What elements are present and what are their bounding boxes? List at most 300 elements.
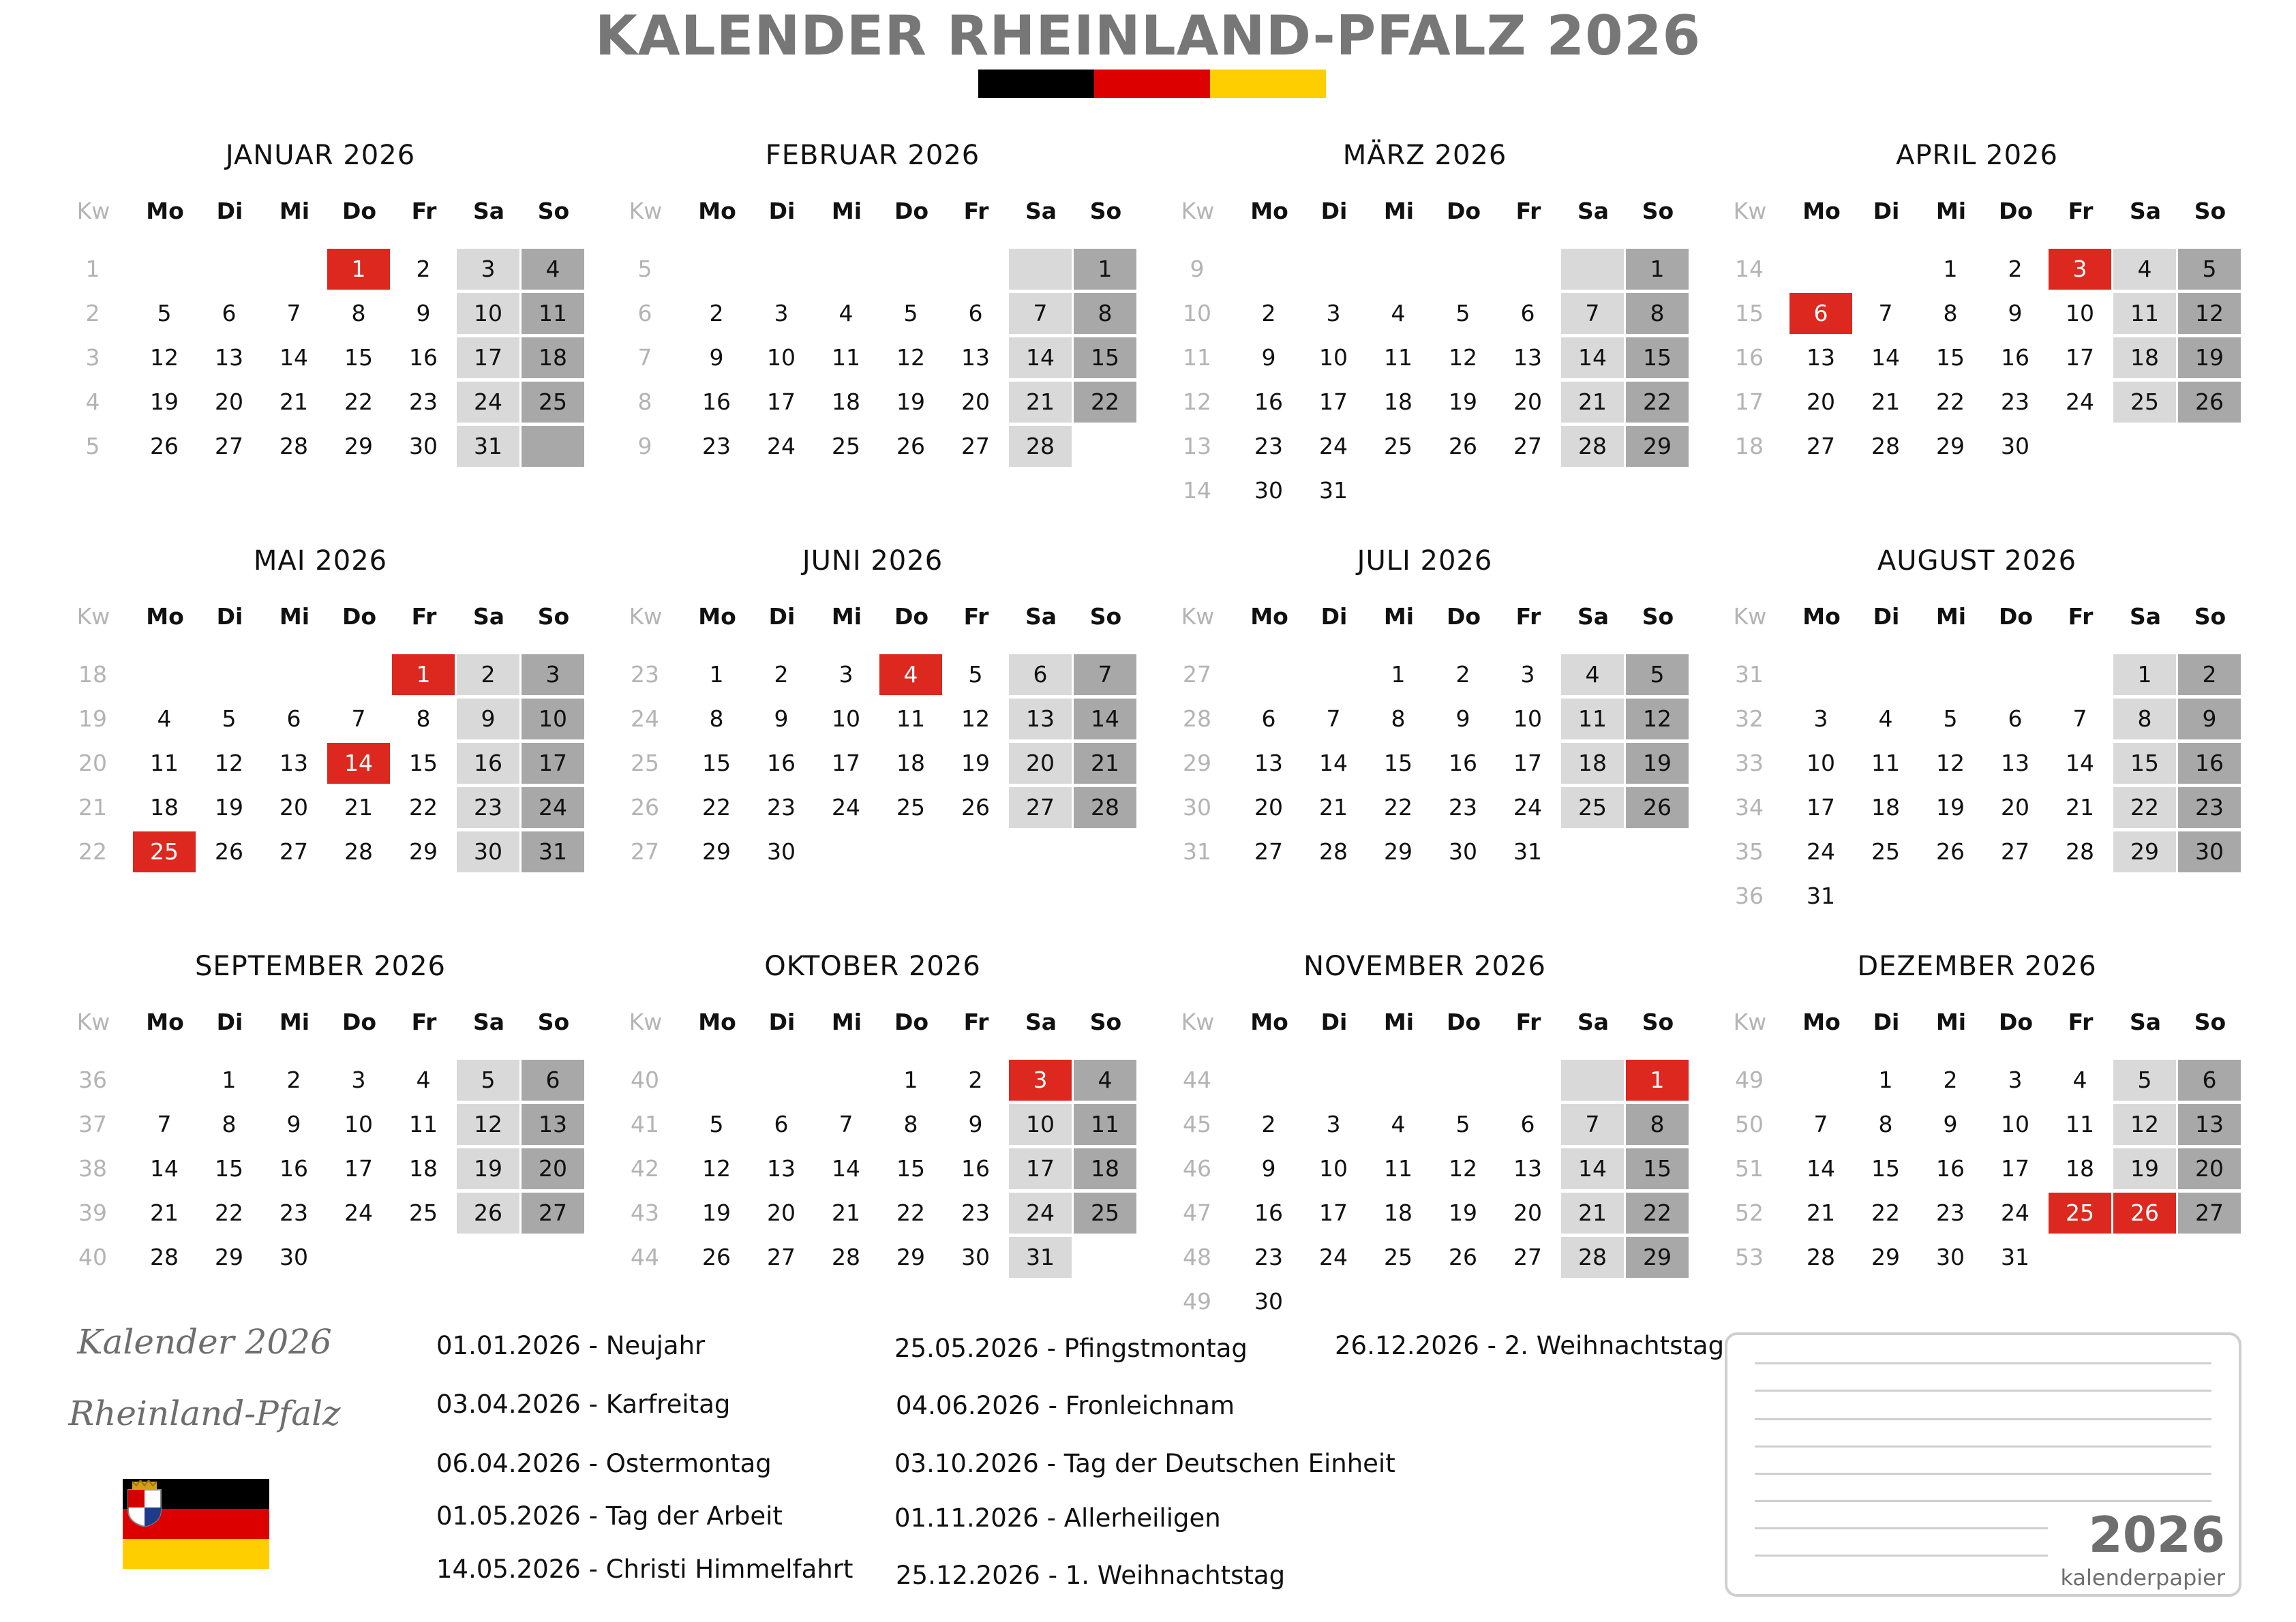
day-cell: 12 [961,705,990,732]
day-cell: 7 [351,705,366,732]
week-number: 22 [78,838,107,865]
day-cell: 5 [1626,654,1689,695]
day-cell: 4 [879,654,942,695]
month-title: MÄRZ 2026 [1342,140,1507,171]
day-cell: 13 [280,750,308,776]
weekday-header: Mi [831,603,862,630]
week-number-header: Kw [76,198,110,224]
day-cell: 30 [2178,831,2241,872]
month-grid [614,1009,1132,1336]
day-cell: 20 [1807,388,1835,415]
day-cell: 8 [1074,293,1136,334]
day-cell: 7 [1326,705,1341,732]
day-cell: 9 [2178,699,2241,739]
month-title: NOVEMBER 2026 [1303,951,1546,982]
note-line [1755,1527,2048,1529]
day-cell: 7 [1074,654,1136,695]
day-cell: 9 [709,344,724,371]
day-cell: 6 [774,1111,789,1137]
day-cell: 21 [1807,1199,1835,1226]
weekday-header: So [1089,603,1122,630]
day-cell: 9 [1261,1155,1276,1182]
day-cell: 15 [215,1155,243,1182]
week-number: 15 [1735,300,1764,326]
day-cell: 25 [2049,1193,2111,1234]
month-grid [1166,603,1684,930]
week-number: 49 [1183,1288,1211,1315]
day-cell: 2 [2008,256,2023,282]
week-number: 40 [631,1067,659,1093]
day-cell: 15 [1871,1155,1900,1182]
day-cell: 15 [1384,750,1413,776]
day-cell: 14 [327,743,390,784]
day-cell: 26 [1626,787,1689,828]
month-title: FEBRUAR 2026 [765,140,980,171]
weekday-header: Mo [1250,198,1288,224]
day-cell: 2 [1261,300,1276,326]
day-cell: 1 [1391,661,1406,688]
weekday-header: Sa [1025,603,1057,630]
weekday-header: Fr [963,198,989,224]
month-grid [61,198,579,525]
day-cell: 3 [2049,249,2111,290]
week-number: 45 [1183,1111,1211,1137]
week-number-header: Kw [1733,1009,1767,1035]
day-cell: 18 [522,337,584,378]
day-cell: 27 [2178,1193,2241,1234]
day-cell: 6 [1261,705,1276,732]
day-cell: 17 [2001,1155,2029,1182]
weekday-header: So [1642,198,1674,224]
day-cell: 13 [1254,750,1283,776]
day-cell: 22 [1871,1199,1900,1226]
day-cell: 23 [2001,388,2029,415]
day-cell: 3 [522,654,584,695]
weekday-header: Mi [1935,603,1967,630]
brand-name: kalenderpapier [2060,1565,2225,1591]
day-cell: 2 [1455,661,1470,688]
day-cell: 22 [215,1199,243,1226]
day-cell: 11 [2113,293,2176,334]
day-cell: 12 [215,750,243,776]
day-cell: 24 [832,794,860,821]
weekday-header: So [537,198,570,224]
day-cell: 13 [1807,344,1835,371]
day-cell: 7 [2072,705,2087,732]
day-cell: 28 [1561,1237,1624,1278]
brand-year: 2026 [2088,1506,2225,1563]
weekday-header: Do [342,1009,377,1035]
day-cell: 1 [1878,1067,1893,1093]
week-number: 44 [1183,1067,1211,1093]
day-cell: 28 [344,838,373,865]
weekday-header: Do [342,603,377,630]
day-cell: 20 [2178,1148,2241,1189]
weekday-header: Do [1446,1009,1481,1035]
week-number: 36 [1735,883,1764,909]
month-title: OKTOBER 2026 [764,951,981,982]
day-cell: 23 [457,787,519,828]
week-number: 39 [78,1199,107,1226]
holiday-entry: 01.01.2026 - Neujahr [436,1331,706,1360]
weekday-header: Do [1998,603,2034,630]
day-cell: 5 [222,705,237,732]
day-cell: 31 [1009,1237,1072,1278]
week-number: 34 [1735,794,1764,821]
day-cell: 29 [2113,831,2176,872]
day-cell: 24 [2066,388,2094,415]
week-number-header: Kw [1181,603,1215,630]
weekday-header: Fr [2068,603,2094,630]
day-cell: 3 [1520,661,1535,688]
day-cell: 20 [2001,794,2029,821]
day-cell: 23 [961,1199,990,1226]
week-number: 14 [1735,256,1764,282]
weekday-header: Fr [2068,1009,2094,1035]
weekday-header: Do [1446,198,1481,224]
day-cell: 24 [1807,838,1835,865]
day-cell: 16 [457,743,519,784]
day-cell: 6 [2178,1060,2241,1101]
day-cell: 29 [1871,1244,1900,1270]
day-cell: 13 [215,344,243,371]
weekday-header: Fr [1515,1009,1541,1035]
week-number: 20 [78,750,107,776]
weekday-header: Mi [1383,198,1415,224]
weekday-header: Di [768,198,796,224]
day-cell: 11 [150,750,179,776]
weekday-header: Mo [698,198,736,224]
day-cell: 28 [832,1244,860,1270]
week-number-header: Kw [629,198,663,224]
day-cell: 8 [1391,705,1406,732]
month-grid [1166,198,1684,525]
day-cell: 9 [457,699,519,739]
day-cell: 26 [702,1244,731,1270]
weekday-header: So [1642,1009,1674,1035]
day-cell: 14 [1561,337,1624,378]
day-cell: 1 [1943,256,1958,282]
day-cell: 13 [961,344,990,371]
day-cell: 5 [968,661,983,688]
day-cell: 8 [222,1111,237,1137]
day-cell: 20 [215,388,243,415]
weekday-header: Mo [1250,1009,1288,1035]
weekday-header: Di [216,198,243,224]
day-cell: 14 [1009,337,1072,378]
weekday-header: Sa [2129,603,2162,630]
day-cell: 28 [280,433,308,459]
day-cell: 5 [1455,1111,1470,1137]
day-cell: 26 [896,433,925,459]
day-cell: 20 [961,388,990,415]
day-cell: 14 [2066,750,2094,776]
week-number: 41 [631,1111,659,1137]
day-cell: 9 [1261,344,1276,371]
day-cell: 21 [1871,388,1900,415]
day-cell: 8 [416,705,431,732]
day-cell: 25 [1561,787,1624,828]
day-cell: 6 [1789,293,1852,334]
day-cell: 22 [1626,1193,1689,1234]
day-cell: 1 [222,1067,237,1093]
week-number: 30 [1183,794,1211,821]
day-cell: 12 [457,1104,519,1145]
day-cell: 4 [2113,249,2176,290]
day-cell: 27 [280,838,308,865]
week-number: 16 [1735,344,1764,371]
day-cell: 6 [968,300,983,326]
day-cell: 9 [416,300,431,326]
day-cell: 6 [522,1060,584,1101]
day-cell: 17 [832,750,860,776]
day-cell: 21 [1074,743,1136,784]
week-number: 5 [85,433,100,459]
week-number: 18 [1735,433,1764,459]
day-cell: 22 [1384,794,1413,821]
holiday-entry: 26.12.2026 - 2. Weihnachtstag [1335,1331,1725,1360]
weekday-header: Mi [1383,1009,1415,1035]
weekday-header: Sa [1577,1009,1610,1035]
week-number: 33 [1735,750,1764,776]
day-cell: 5 [2178,249,2241,290]
day-cell: 1 [1626,249,1689,290]
day-cell: 8 [351,300,366,326]
month-grid [614,603,1132,930]
day-cell: 5 [903,300,918,326]
day-cell: 9 [1455,705,1470,732]
day-cell: 12 [1626,699,1689,739]
day-cell: 3 [774,300,789,326]
weekday-header: So [2194,198,2226,224]
day-cell: 14 [1807,1155,1835,1182]
day-cell: 4 [157,705,172,732]
day-cell: 15 [1626,1148,1689,1189]
day-cell: 4 [2072,1067,2087,1093]
flag-stripe-black [978,70,1094,98]
day-cell: 27 [1807,433,1835,459]
day-cell: 22 [344,388,373,415]
weekday-header: Do [894,603,929,630]
weekday-header: So [537,1009,570,1035]
day-cell: 2 [709,300,724,326]
day-cell: 23 [1254,433,1283,459]
day-cell: 18 [832,388,860,415]
day-cell: 17 [457,337,519,378]
day-cell: 27 [215,433,243,459]
day-cell: 21 [280,388,308,415]
day-cell: 23 [702,433,731,459]
weekday-header: Mo [1802,1009,1841,1035]
weekday-header: Di [1320,1009,1348,1035]
day-cell: 28 [1074,787,1136,828]
day-cell: 25 [1384,433,1413,459]
day-cell: 28 [1319,838,1348,865]
day-cell: 8 [1626,1104,1689,1145]
day-cell: 28 [1009,426,1072,467]
week-number-header: Kw [1181,198,1215,224]
week-number: 44 [631,1244,659,1270]
day-cell: 16 [2001,344,2029,371]
day-cell: 23 [1936,1199,1965,1226]
day-cell: 30 [1254,1288,1283,1315]
day-cell: 6 [222,300,237,326]
day-cell: 30 [961,1244,990,1270]
day-cell: 27 [1513,1244,1542,1270]
day-cell: 16 [767,750,796,776]
day-cell: 30 [1254,477,1283,504]
day-cell: 15 [702,750,731,776]
day-cell: 23 [1254,1244,1283,1270]
day-cell: 15 [344,344,373,371]
week-number: 10 [1183,300,1211,326]
day-cell: 2 [968,1067,983,1093]
day-cell: 4 [1561,654,1624,695]
note-line [1755,1445,2211,1448]
day-cell: 15 [1626,337,1689,378]
month-grid [61,1009,579,1336]
day-cell: 21 [1319,794,1348,821]
day-cell: 7 [1813,1111,1828,1137]
week-number: 32 [1735,705,1764,732]
week-number: 40 [78,1244,107,1270]
day-cell: 18 [1561,743,1624,784]
day-cell: 8 [709,705,724,732]
day-cell: 18 [150,794,179,821]
day-cell: 25 [133,831,196,872]
day-cell: 29 [1936,433,1965,459]
month-grid [1718,603,2236,930]
day-cell: 30 [2001,433,2029,459]
day-cell: 25 [896,794,925,821]
day-cell: 17 [1807,794,1835,821]
day-cell: 9 [968,1111,983,1137]
weekday-header: Di [216,1009,243,1035]
holiday-entry: 14.05.2026 - Christi Himmelfahrt [436,1555,854,1584]
day-cell: 3 [839,661,854,688]
weekday-header: Mo [146,198,184,224]
weekday-header: Sa [1025,1009,1057,1035]
weekday-header: Fr [1515,603,1541,630]
day-cell: 20 [1513,388,1542,415]
day-cell: 27 [1009,787,1072,828]
day-cell: 16 [1254,388,1283,415]
day-cell: 10 [1513,705,1542,732]
day-cell: 19 [215,794,243,821]
week-number: 50 [1735,1111,1764,1137]
weekday-header: Mi [1935,198,1967,224]
day-cell: 4 [1878,705,1893,732]
day-cell: 2 [1943,1067,1958,1093]
month-title: AUGUST 2026 [1877,545,2077,577]
day-cell: 11 [409,1111,438,1137]
day-cell: 9 [2008,300,2023,326]
weekday-header: Mo [1802,603,1841,630]
day-cell: 5 [2113,1060,2176,1101]
weekday-header: Di [1873,603,1900,630]
day-cell: 11 [1871,750,1900,776]
day-cell: 24 [1009,1193,1072,1234]
day-cell: 3 [351,1067,366,1093]
day-cell: 26 [215,838,243,865]
day-cell: 14 [1319,750,1348,776]
day-cell: 1 [1626,1060,1689,1101]
weekday-header: So [1089,1009,1122,1035]
day-cell: 12 [896,344,925,371]
week-number: 9 [1190,256,1205,282]
week-number: 6 [637,300,652,326]
day-cell: 20 [522,1148,584,1189]
day-cell: 24 [1319,433,1348,459]
day-cell: 4 [839,300,854,326]
day-cell: 2 [457,654,519,695]
week-number: 3 [85,344,100,371]
weekday-header: Mi [831,198,862,224]
day-cell: 6 [1009,654,1072,695]
day-cell: 31 [1807,883,1835,909]
week-number: 47 [1183,1199,1211,1226]
week-number: 35 [1735,838,1764,865]
empty-sunday-cell [522,426,584,467]
weekday-header: Mi [831,1009,862,1035]
week-number: 26 [631,794,659,821]
day-cell: 22 [409,794,438,821]
day-cell: 26 [1449,1244,1477,1270]
day-cell: 10 [1807,750,1835,776]
day-cell: 7 [157,1111,172,1137]
weekday-header: Sa [472,603,505,630]
weekday-header: Sa [1577,603,1610,630]
day-cell: 16 [1254,1199,1283,1226]
holiday-entry: 06.04.2026 - Ostermontag [436,1449,772,1478]
day-cell: 1 [709,661,724,688]
week-number-header: Kw [629,1009,663,1035]
day-cell: 14 [1561,1148,1624,1189]
day-cell: 24 [522,787,584,828]
day-cell: 8 [1626,293,1689,334]
day-cell: 10 [767,344,796,371]
holiday-entry: 03.04.2026 - Karfreitag [436,1390,731,1419]
weekday-header: Do [894,1009,929,1035]
day-cell: 31 [457,426,519,467]
month-grid [1718,1009,2236,1336]
weekday-header: Do [1446,603,1481,630]
week-number: 51 [1735,1155,1764,1182]
day-cell: 18 [2066,1155,2094,1182]
day-cell: 1 [2113,654,2176,695]
weekday-header: So [2194,603,2226,630]
day-cell: 6 [2008,705,2023,732]
day-cell: 11 [1384,1155,1413,1182]
day-cell: 25 [522,382,584,423]
day-cell: 21 [1561,1193,1624,1234]
day-cell: 22 [1626,382,1689,423]
weekday-header: Mi [279,1009,310,1035]
day-cell: 16 [1936,1155,1965,1182]
week-number: 17 [1735,388,1764,415]
day-cell: 5 [1455,300,1470,326]
day-cell: 12 [1936,750,1965,776]
day-cell: 16 [409,344,438,371]
day-cell: 2 [774,661,789,688]
day-cell: 2 [286,1067,301,1093]
note-line [1755,1390,2211,1392]
day-cell: 31 [1319,477,1348,504]
day-cell: 2 [416,256,431,282]
day-cell: 15 [1936,344,1965,371]
day-cell: 5 [709,1111,724,1137]
day-cell: 17 [1319,388,1348,415]
